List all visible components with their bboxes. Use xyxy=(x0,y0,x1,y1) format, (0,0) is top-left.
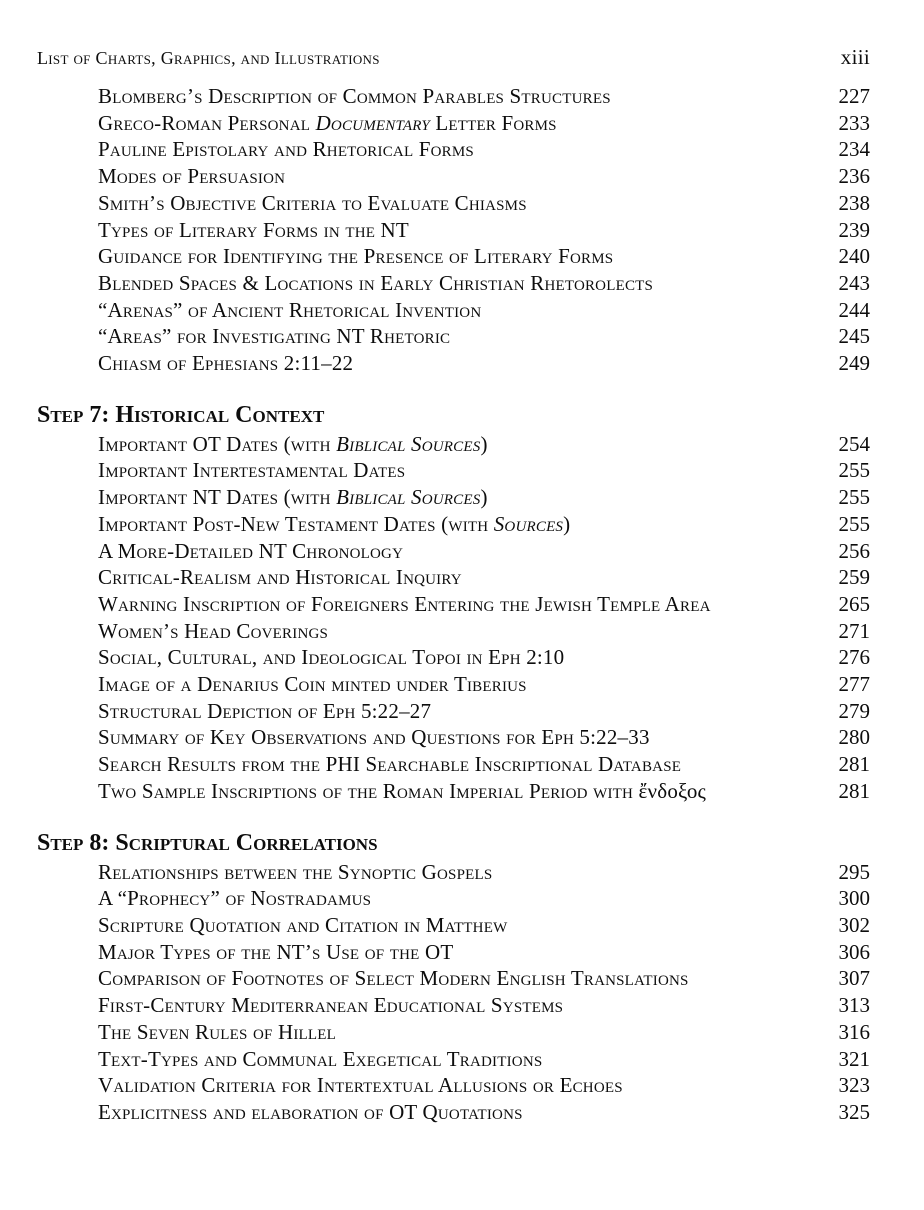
toc-entry-page-number: 302 xyxy=(838,912,870,937)
toc-entry xyxy=(37,350,870,377)
toc-entry-title: Women’s Head Coverings xyxy=(98,618,329,643)
toc-entry-page-number: 280 xyxy=(838,725,870,750)
toc-entry xyxy=(37,431,870,458)
toc-entry xyxy=(37,323,870,350)
toc-entry-page-number: 255 xyxy=(838,485,870,510)
toc-entry-title: Warning Inscription of Foreigners Entering the Jewish Temple Area xyxy=(98,591,711,616)
page-number-folio: xiii xyxy=(840,45,870,69)
toc-entry xyxy=(37,538,870,565)
toc-entry-page-number: 265 xyxy=(838,591,870,616)
toc-entry-page-number: 244 xyxy=(838,297,870,322)
toc-entry-title: Pauline Epistolary and Rhetorical Forms xyxy=(98,137,474,162)
toc-entry-page-number: 234 xyxy=(838,137,870,162)
toc-entry-title: A “Prophecy” of Nostradamus xyxy=(98,886,372,911)
toc-entry-page-number: 255 xyxy=(838,511,870,536)
toc-entry xyxy=(37,190,870,217)
toc-entry-title: Structural Depiction of Eph 5:22–27 xyxy=(98,698,432,723)
toc-entry-page-number: 238 xyxy=(838,190,870,215)
toc-entry xyxy=(37,939,870,966)
toc-entry-page-number: 249 xyxy=(838,351,870,376)
toc-entry xyxy=(37,644,870,671)
toc-entry xyxy=(37,591,870,618)
toc-entry-page-number: 256 xyxy=(838,538,870,563)
toc-entry-title: The Seven Rules of Hillel xyxy=(98,1019,336,1044)
toc-entry xyxy=(37,618,870,645)
toc-entry-page-number: 313 xyxy=(838,993,870,1018)
toc-entry-page-number: 281 xyxy=(838,752,870,777)
toc-entry-title: Guidance for Identifying the Presence of Literary Forms xyxy=(98,244,614,269)
toc-entry-title: Scripture Quotation and Citation in Matthew xyxy=(98,912,508,937)
toc-entry-page-number: 233 xyxy=(838,110,870,135)
toc-entry-page-number: 316 xyxy=(838,1019,870,1044)
toc-entry xyxy=(37,1099,870,1126)
toc-entry xyxy=(37,511,870,538)
toc-entry-page-number: 323 xyxy=(838,1073,870,1098)
toc-entry-page-number: 277 xyxy=(838,672,870,697)
toc-entry xyxy=(37,564,870,591)
toc-entry-page-number: 281 xyxy=(838,778,870,803)
toc-entry xyxy=(37,136,870,163)
toc-entry-title: A More-Detailed NT Chronology xyxy=(98,538,404,563)
toc-entry xyxy=(37,751,870,778)
toc-entry-title: Types of Literary Forms in the NT xyxy=(98,217,409,242)
toc-entry xyxy=(37,83,870,110)
toc-entry xyxy=(37,217,870,244)
toc-entry xyxy=(37,965,870,992)
section-heading: Step 7: Historical Context xyxy=(37,401,325,428)
toc-entry-title: Text-Types and Communal Exegetical Traditions xyxy=(98,1046,543,1071)
toc-entry xyxy=(37,992,870,1019)
toc-entry-page-number: 300 xyxy=(838,886,870,911)
section-heading: Step 8: Scriptural Correlations xyxy=(37,829,378,856)
toc-entry xyxy=(37,671,870,698)
toc-entry xyxy=(37,1072,870,1099)
toc-entry-title: “Arenas” of Ancient Rhetorical Invention xyxy=(98,297,482,322)
toc-entry-page-number: 255 xyxy=(838,458,870,483)
toc-entry-title: Important Post-New Testament Dates (with Sources) xyxy=(98,511,571,536)
toc-entry xyxy=(37,912,870,939)
toc-entry xyxy=(37,270,870,297)
toc-entry-page-number: 271 xyxy=(838,618,870,643)
toc-entry-page-number: 240 xyxy=(838,244,870,269)
toc-entry-title: Blended Spaces & Locations in Early Christian Rhetorolects xyxy=(98,270,654,295)
toc-section xyxy=(37,83,870,377)
toc-entry-page-number: 227 xyxy=(838,84,870,108)
toc-entry xyxy=(37,778,870,805)
toc-entry-title: Comparison of Footnotes of Select Modern English Translations xyxy=(98,966,689,991)
toc-entry-title: Chiasm of Ephesians 2:11–22 xyxy=(98,351,354,376)
toc-entry-page-number: 254 xyxy=(838,431,870,456)
toc-entry-title: Important OT Dates (with Biblical Sources) xyxy=(98,431,488,456)
toc-entry-title: Validation Criteria for Intertextual Allusions or Echoes xyxy=(98,1073,623,1098)
toc-entry-title: Important NT Dates (with Biblical Sources) xyxy=(98,485,488,510)
toc-entry-title: “Areas” for Investigating NT Rhetoric xyxy=(98,324,451,349)
toc-entry-page-number: 236 xyxy=(838,164,870,189)
toc-entry-page-number: 325 xyxy=(838,1099,870,1124)
toc-entry-title: Smith’s Objective Criteria to Evaluate Chiasms xyxy=(98,190,527,215)
toc-list xyxy=(37,83,870,1126)
toc-entry xyxy=(37,859,870,886)
toc-entry xyxy=(37,698,870,725)
toc-entry-page-number: 245 xyxy=(838,324,870,349)
toc-entry xyxy=(37,1046,870,1073)
toc-entry xyxy=(37,297,870,324)
toc-entry xyxy=(37,110,870,137)
toc-entry-page-number: 295 xyxy=(838,859,870,884)
running-header-title: List of Charts, Graphics, and Illustrations xyxy=(37,48,380,68)
toc-entry xyxy=(37,457,870,484)
toc-entry-page-number: 259 xyxy=(838,565,870,590)
toc-entry xyxy=(37,163,870,190)
toc-entry-page-number: 243 xyxy=(838,270,870,295)
toc-entry-title: Social, Cultural, and Ideological Topoi in Eph 2:10 xyxy=(98,645,565,670)
toc-entry xyxy=(37,243,870,270)
toc-entry-page-number: 321 xyxy=(838,1046,870,1071)
toc-entry-page-number: 279 xyxy=(838,698,870,723)
toc-entry xyxy=(37,1019,870,1046)
toc-entry xyxy=(37,885,870,912)
toc-entry-title: Modes of Persuasion xyxy=(98,164,286,189)
toc-entry xyxy=(37,484,870,511)
toc-entry-title: Critical-Realism and Historical Inquiry xyxy=(98,565,462,590)
toc-section xyxy=(37,828,870,1126)
toc-entry-title: Image of a Denarius Coin minted under Tiberius xyxy=(98,672,527,697)
toc-entry-title: Important Intertestamental Dates xyxy=(98,458,406,483)
toc-entry-title: Two Sample Inscriptions of the Roman Imperial Period with ἔνδοξος xyxy=(98,778,707,803)
toc-section xyxy=(37,400,870,805)
running-header xyxy=(37,46,870,69)
toc-entry-page-number: 276 xyxy=(838,645,870,670)
toc-entry-page-number: 307 xyxy=(838,966,870,991)
toc-entry-title: Blomberg’s Description of Common Parables Structures xyxy=(98,84,611,108)
toc-entry-title: Relationships between the Synoptic Gospels xyxy=(98,859,493,884)
toc-entry-title: First-Century Mediterranean Educational Systems xyxy=(98,993,564,1018)
toc-entry-title: Greco-Roman Personal Documentary Letter Forms xyxy=(98,110,557,135)
toc-entry xyxy=(37,724,870,751)
toc-entry-page-number: 239 xyxy=(838,217,870,242)
toc-entry-title: Summary of Key Observations and Questions for Eph 5:22–33 xyxy=(98,725,650,750)
toc-entry-title: Search Results from the PHI Searchable Inscriptional Database xyxy=(98,752,682,777)
toc-entry-title: Major Types of the NT’s Use of the OT xyxy=(98,939,454,964)
toc-entry-page-number: 306 xyxy=(838,939,870,964)
toc-entry-title: Explicitness and elaboration of OT Quotations xyxy=(98,1099,523,1124)
